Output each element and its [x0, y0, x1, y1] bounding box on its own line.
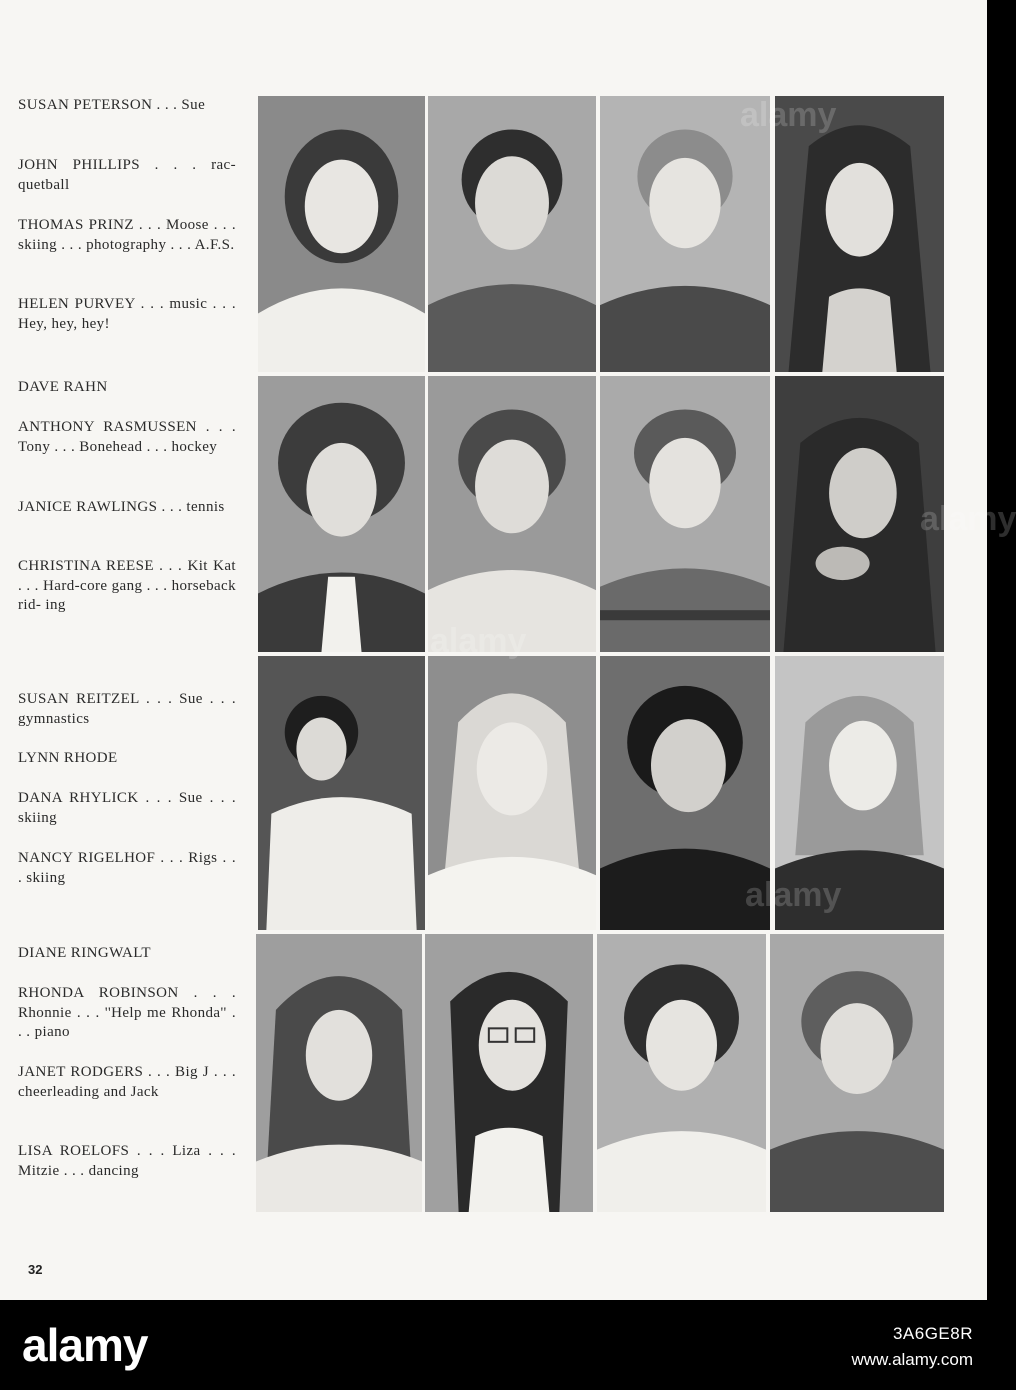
- caption-janet-rodgers: JANET RODGERS . . . Big J . . . cheerleading and Jack: [18, 1064, 236, 1100]
- footer-bar: [0, 1300, 987, 1390]
- portrait-photo: [428, 656, 596, 930]
- portrait-illustration: [428, 376, 596, 652]
- caption-dana-rhylick: DANA RHYLICK . . . Sue . . . skiing: [18, 790, 236, 826]
- portrait-photo: [258, 656, 425, 930]
- caption-diane-ringwalt: DIANE RINGWALT: [18, 945, 151, 961]
- portrait-illustration: [256, 934, 422, 1212]
- portrait-photo: [597, 934, 766, 1212]
- portrait-illustration: [600, 656, 770, 930]
- portrait-photo: [258, 376, 425, 652]
- portrait-illustration: [258, 376, 425, 652]
- image-id: 3A6GE8R: [892, 1324, 973, 1343]
- portrait-illustration: [425, 934, 593, 1212]
- portrait-photo: [600, 656, 770, 930]
- caption-thomas-prinz: THOMAS PRINZ . . . Moose . . . skiing . . . photography . . . A.F.S.: [18, 217, 236, 253]
- footer-logo: alamy: [22, 1319, 148, 1371]
- portrait-illustration: [775, 656, 944, 930]
- caption-janice-rawlings: JANICE RAWLINGS . . . tennis: [18, 499, 225, 515]
- portrait-photo: [775, 96, 944, 372]
- caption-rhonda-robinson: RHONDA ROBINSON . . . Rhonnie . . . ''Help me Rhonda'' . . . piano: [18, 985, 236, 1040]
- caption-anthony-rasmussen: ANTHONY RASMUSSEN . . . Tony . . . Bonehead . . . hockey: [18, 419, 236, 455]
- caption-nancy-rigelhof: NANCY RIGELHOF . . . Rigs . . . skiing: [18, 850, 236, 886]
- portrait-illustration: [597, 934, 766, 1212]
- page-number: 32: [28, 1262, 43, 1277]
- caption-helen-purvey: HELEN PURVEY . . . music . . . Hey, hey, hey!: [18, 296, 236, 332]
- portrait-illustration: [258, 96, 425, 372]
- portrait-photo: [425, 934, 593, 1212]
- portrait-illustration: [770, 934, 944, 1212]
- caption-dave-rahn: DAVE RAHN: [18, 379, 108, 395]
- portrait-photo: [600, 376, 770, 652]
- portrait-photo: [258, 96, 425, 372]
- portrait-illustration: [775, 96, 944, 372]
- caption-susan-reitzel: SUSAN REITZEL . . . Sue . . . gymnastics: [18, 691, 236, 727]
- portrait-illustration: [600, 376, 770, 652]
- portrait-illustration: [775, 376, 944, 652]
- portrait-photo: [428, 376, 596, 652]
- portrait-photo: [775, 376, 944, 652]
- caption-john-phillips: JOHN PHILLIPS . . . rac- quetball: [18, 157, 236, 193]
- caption-lynn-rhode: LYNN RHODE: [18, 750, 118, 766]
- portrait-illustration: [428, 656, 596, 930]
- watermark-text: alamy: [920, 500, 1016, 538]
- caption-lisa-roelofs: LISA ROELOFS . . . Liza . . . Mitzie . . . dancing: [18, 1143, 236, 1179]
- caption-susan-peterson: SUSAN PETERSON . . . Sue: [18, 97, 206, 113]
- portrait-illustration: [600, 96, 770, 372]
- footer-url[interactable]: www.alamy.com: [851, 1350, 973, 1369]
- portrait-illustration: [428, 96, 596, 372]
- portrait-photo: [775, 656, 944, 930]
- caption-christina-reese: CHRISTINA REESE . . . Kit Kat . . . Hard-core gang . . . horseback rid- ing: [18, 558, 236, 613]
- portrait-photo: [600, 96, 770, 372]
- portrait-photo: [770, 934, 944, 1212]
- portrait-photo: [428, 96, 596, 372]
- portrait-illustration: [258, 656, 425, 930]
- portrait-photo: [256, 934, 422, 1212]
